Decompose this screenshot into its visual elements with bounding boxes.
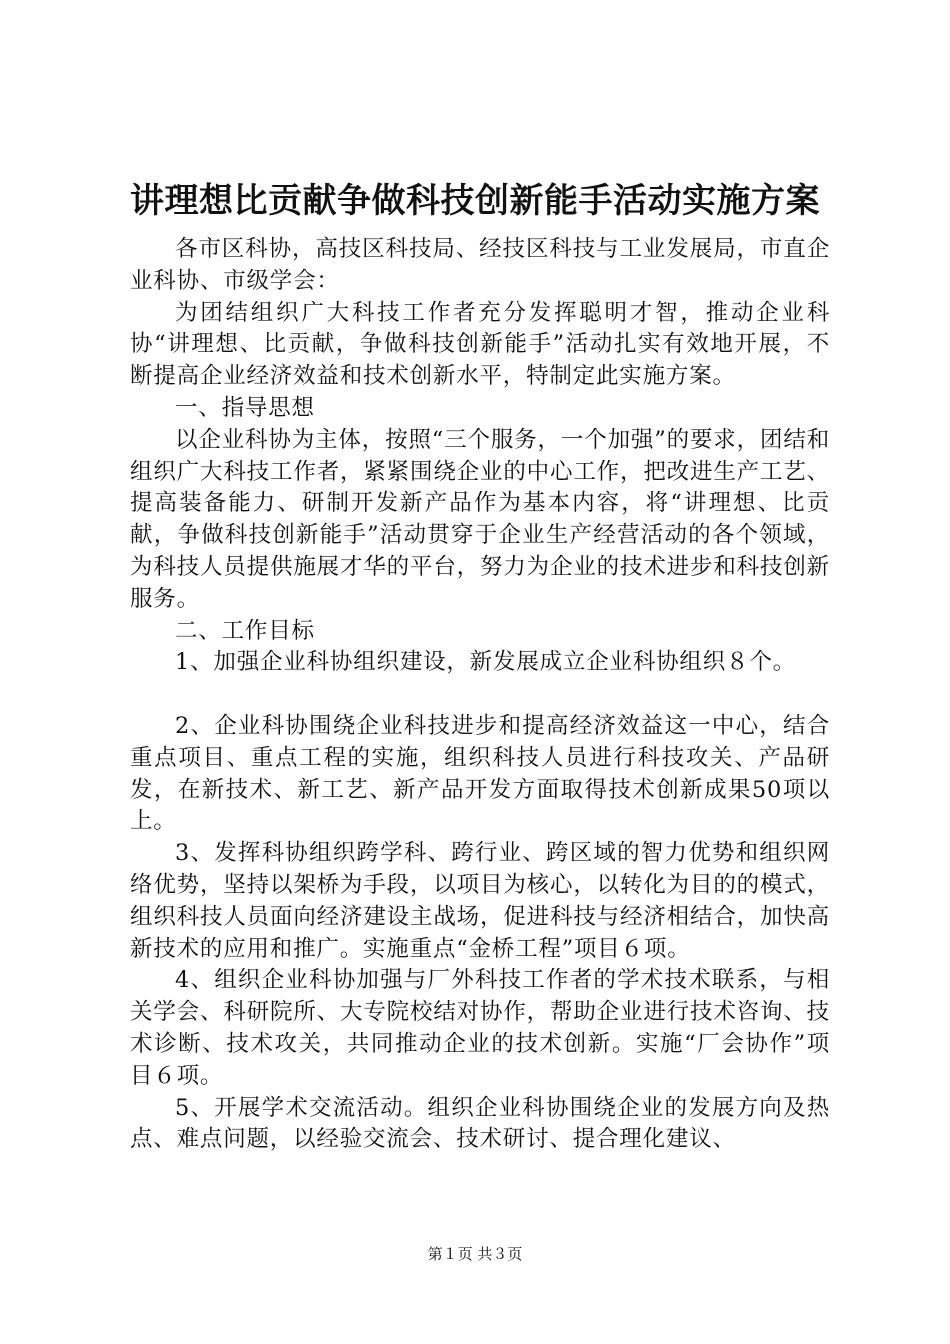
- paragraph-goal-4: 4、组织企业科协加强与厂外科技工作者的学术技术联系，与相关学会、科研院所、大专院校结对协作，帮助企业进行技术咨询、技术诊断、技术攻关，共同推动企业的技术创新。实施“厂会协作”项目６项。: [130, 967, 830, 1089]
- paragraph-guiding-ideology: 以企业科协为主体，按照“三个服务，一个加强”的要求，团结和组织广大科技工作者，紧紧围绕企业的中心工作，把改进生产工艺、提高装备能力、研制开发新产品作为基本内容，将“讲理想、比贡献，争做科技创新能手”活动贯穿于企业生产经营活动的各个领域，为科技人员提供施展才华的平台，努力为企业的技术进步和科技创新服务。: [130, 426, 830, 612]
- document-title: 讲理想比贡献争做科技创新能手活动实施方案: [130, 181, 820, 221]
- page-footer: 第１页 共３页: [427, 1245, 523, 1263]
- paragraph-goal-2: 2、企业科协围绕企业科技进步和提高经济效益这一中心，结合重点项目、重点工程的实施，组织科技人员进行科技攻关、产品研发，在新技术、新工艺、新产品开发方面取得技术创新成果50项以上。: [130, 712, 830, 835]
- heading-guiding-ideology: 一、指导思想: [175, 394, 315, 421]
- document-body: [130, 234, 830, 1156]
- paragraph-salutation: 各市区科协，高技区科技局、经技区科技与工业发展局，市直企业科协、市级学会：: [130, 236, 830, 294]
- paragraph-goal-5: 5、开展学术交流活动。组织企业科协围绕企业的发展方向及热点、难点问题，以经验交流会、技术研讨、提合理化建议、: [130, 1094, 830, 1153]
- paragraph-intro: 为团结组织广大科技工作者充分发挥聪明才智，推动企业科协“讲理想、比贡献，争做科技创新能手”活动扎实有效地开展，不断提高企业经济效益和技术创新水平，特制定此实施方案。: [130, 299, 830, 390]
- paragraph-goal-1: 1、加强企业科协组织建设，新发展成立企业科协组织８个。: [175, 649, 796, 676]
- paragraph-goal-3: 3、发挥科协组织跨学科、跨行业、跨区域的智力优势和组织网络优势，坚持以架桥为手段，以项目为核心，以转化为目的的模式，组织科技人员面向经济建设主战场，促进科技与经济相结合，加快高新技术的应用和推广。实施重点“金桥工程”项目６项。: [130, 840, 830, 962]
- heading-work-goals: 二、工作目标: [175, 617, 315, 644]
